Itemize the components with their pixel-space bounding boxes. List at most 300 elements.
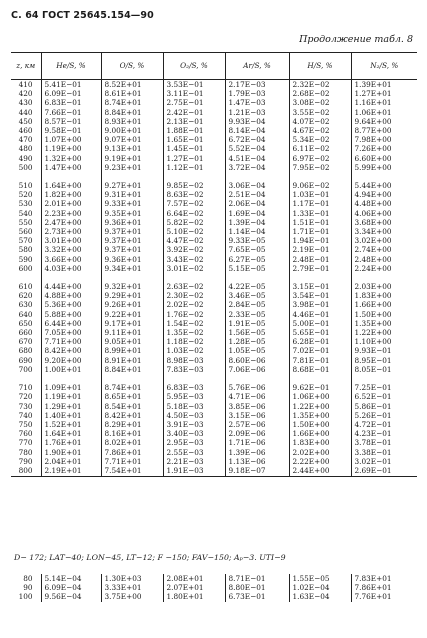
model-parameters: D− 172; LAT−40; LON−45, LT−12; F −150; FAV−150; Aₚ−3. UTI−9 xyxy=(14,553,286,562)
value-cell: 7.02E−01 xyxy=(289,346,351,355)
value-cell: 7.81E−01 xyxy=(289,356,351,365)
value-cell: 5.76E−06 xyxy=(225,383,289,392)
table-row xyxy=(11,457,417,466)
value-cell: 9.64E+00 xyxy=(351,117,417,126)
value-cell: 8.42E+01 xyxy=(101,411,163,420)
value-cell: 1.79E−03 xyxy=(225,89,289,98)
table-row xyxy=(11,592,417,601)
value-cell: 6.64E−02 xyxy=(163,209,225,218)
value-cell: 2.08E+01 xyxy=(163,574,225,583)
value-cell: 1.64E+00 xyxy=(41,181,101,190)
table-row xyxy=(11,255,417,264)
value-cell xyxy=(225,273,289,282)
value-cell: 7.71E+00 xyxy=(41,337,101,346)
value-cell: 3.15E−01 xyxy=(289,282,351,291)
table-row xyxy=(11,300,417,309)
value-cell: 3.01E−02 xyxy=(163,264,225,273)
value-cell: 1.03E−01 xyxy=(289,190,351,199)
table-row xyxy=(11,337,417,346)
value-cell: 6.97E−02 xyxy=(289,154,351,163)
altitude-cell xyxy=(11,475,41,477)
table-row xyxy=(11,365,417,374)
value-cell: 3.91E−03 xyxy=(163,420,225,429)
altitude-cell: 790 xyxy=(18,456,33,466)
value-cell: 1.88E−01 xyxy=(163,126,225,135)
table-row xyxy=(11,374,417,383)
value-cell xyxy=(163,475,225,477)
value-cell: 1.50E+00 xyxy=(351,310,417,319)
value-cell: 6.27E−05 xyxy=(225,255,289,264)
table-row xyxy=(11,163,417,172)
value-cell: 6.60E+00 xyxy=(351,154,417,163)
value-cell: 1.06E+00 xyxy=(289,392,351,401)
table-row xyxy=(11,310,417,319)
value-cell: 7.66E−01 xyxy=(41,108,101,117)
value-cell: 9.36E+01 xyxy=(101,218,163,227)
value-cell: 1.54E−02 xyxy=(163,319,225,328)
value-cell: 3.68E+00 xyxy=(351,218,417,227)
value-cell: 2.21E−03 xyxy=(163,457,225,466)
altitude-cell: 450 xyxy=(18,116,33,126)
value-cell xyxy=(351,172,417,181)
value-cell: 2.63E−02 xyxy=(163,282,225,291)
altitude-cell: 750 xyxy=(18,419,33,429)
table-row xyxy=(11,126,417,135)
value-cell: 3.78E−01 xyxy=(351,438,417,447)
value-cell: 5.14E−04 xyxy=(41,574,101,583)
value-cell xyxy=(101,172,163,181)
value-cell xyxy=(101,273,163,282)
value-cell: 9.19E+01 xyxy=(101,154,163,163)
value-cell xyxy=(163,374,225,383)
value-cell: 1.27E+01 xyxy=(351,89,417,98)
column-header: z, км xyxy=(11,53,41,80)
value-cell: 9.27E+01 xyxy=(101,181,163,190)
value-cell: 1.28E−05 xyxy=(225,337,289,346)
value-cell: 9.33E−05 xyxy=(225,236,289,245)
value-cell: 4.51E−04 xyxy=(225,154,289,163)
value-cell: 4.06E+00 xyxy=(351,209,417,218)
value-cell: 2.22E+00 xyxy=(289,457,351,466)
table-row xyxy=(11,574,417,583)
value-cell: 8.84E+01 xyxy=(101,108,163,117)
value-cell xyxy=(163,172,225,181)
value-cell: 3.55E−02 xyxy=(289,108,351,117)
value-cell: 2.19E−01 xyxy=(289,245,351,254)
value-cell: 4.72E−01 xyxy=(351,420,417,429)
value-cell: 3.34E+00 xyxy=(351,227,417,236)
altitude-cell: 630 xyxy=(18,300,33,310)
value-cell: 8.52E+01 xyxy=(101,80,163,90)
table-row xyxy=(11,466,417,475)
value-cell: 1.47E−03 xyxy=(225,98,289,107)
value-cell: 4.03E+00 xyxy=(41,264,101,273)
value-cell: 9.93E−04 xyxy=(225,117,289,126)
value-cell: 1.83E+00 xyxy=(289,438,351,447)
value-cell xyxy=(351,374,417,383)
value-cell: 1.16E+01 xyxy=(351,98,417,107)
altitude-cell: 550 xyxy=(18,217,33,227)
value-cell: 1.02E−04 xyxy=(289,583,351,592)
table-row xyxy=(11,172,417,181)
value-cell xyxy=(351,475,417,477)
column-header: Ar/S, % xyxy=(225,53,289,80)
value-cell: 9.17E+01 xyxy=(101,319,163,328)
value-cell: 3.85E−06 xyxy=(225,402,289,411)
value-cell: 3.02E−01 xyxy=(351,457,417,466)
value-cell: 2.75E−01 xyxy=(163,98,225,107)
value-cell: 8.99E+01 xyxy=(101,346,163,355)
value-cell: 1.35E+00 xyxy=(289,411,351,420)
value-cell: 2.73E+00 xyxy=(41,227,101,236)
value-cell: 5.34E−02 xyxy=(289,135,351,144)
value-cell: 9.37E+01 xyxy=(101,245,163,254)
altitude-cell: 420 xyxy=(18,89,33,99)
value-cell: 5.36E+00 xyxy=(41,300,101,309)
value-cell: 9.31E+01 xyxy=(101,190,163,199)
value-cell: 4.50E−03 xyxy=(163,411,225,420)
value-cell xyxy=(41,273,101,282)
table-header-row xyxy=(11,53,417,80)
value-cell: 1.35E−02 xyxy=(163,328,225,337)
value-cell: 8.54E+01 xyxy=(101,402,163,411)
value-cell: 7.71E+01 xyxy=(101,457,163,466)
value-cell: 5.52E−04 xyxy=(225,144,289,153)
value-cell xyxy=(101,374,163,383)
value-cell xyxy=(351,273,417,282)
altitude-cell: 440 xyxy=(18,107,33,117)
altitude-cell: 100 xyxy=(18,592,33,602)
value-cell: 1.66E+00 xyxy=(351,300,417,309)
value-cell: 8.93E+01 xyxy=(101,117,163,126)
altitude-cell: 430 xyxy=(18,98,33,108)
column-header: N₂/S, % xyxy=(351,53,417,80)
value-cell: 3.01E+00 xyxy=(41,236,101,245)
value-cell xyxy=(225,475,289,477)
value-cell: 2.57E−06 xyxy=(225,420,289,429)
value-cell: 1.07E+00 xyxy=(41,135,101,144)
altitude-cell: 720 xyxy=(18,392,33,402)
value-cell: 9.32E+01 xyxy=(101,282,163,291)
altitude-cell: 660 xyxy=(18,328,33,338)
table-row xyxy=(11,135,417,144)
value-cell: 8.57E−01 xyxy=(41,117,101,126)
value-cell: 1.56E−05 xyxy=(225,328,289,337)
value-cell: 4.71E−06 xyxy=(225,392,289,401)
table-row xyxy=(11,218,417,227)
value-cell xyxy=(289,475,351,477)
altitude-cell: 670 xyxy=(18,337,33,347)
value-cell: 9.85E−02 xyxy=(163,181,225,190)
table-row xyxy=(11,108,417,117)
value-cell: 8.74E+01 xyxy=(101,98,163,107)
altitude-cell: 570 xyxy=(18,236,33,246)
value-cell: 2.17E−03 xyxy=(225,80,289,90)
value-cell xyxy=(289,273,351,282)
altitude-cell: 610 xyxy=(18,282,33,292)
value-cell: 1.05E−05 xyxy=(225,346,289,355)
value-cell: 7.76E+01 xyxy=(351,592,417,601)
value-cell: 1.51E−01 xyxy=(289,218,351,227)
value-cell: 6.09E−01 xyxy=(41,89,101,98)
value-cell: 6.09E−04 xyxy=(41,583,101,592)
value-cell: 1.71E−01 xyxy=(289,227,351,236)
table-row xyxy=(11,199,417,208)
value-cell: 7.05E+00 xyxy=(41,328,101,337)
value-cell: 1.33E−01 xyxy=(289,209,351,218)
value-cell: 5.00E−01 xyxy=(289,319,351,328)
altitude-cell: 560 xyxy=(18,227,33,237)
table-row xyxy=(11,273,417,282)
value-cell: 1.80E+01 xyxy=(163,592,225,601)
value-cell: 4.44E+00 xyxy=(41,282,101,291)
value-cell: 1.17E−01 xyxy=(289,199,351,208)
value-cell: 1.66E+00 xyxy=(289,429,351,438)
altitude-cell: 740 xyxy=(18,410,33,420)
value-cell: 4.47E−02 xyxy=(163,236,225,245)
value-cell: 1.65E−01 xyxy=(163,135,225,144)
value-cell: 1.52E+01 xyxy=(41,420,101,429)
altitude-cell: 730 xyxy=(18,401,33,411)
value-cell: 6.11E−02 xyxy=(289,144,351,153)
value-cell: 7.57E−02 xyxy=(163,199,225,208)
value-cell: 2.68E−02 xyxy=(289,89,351,98)
data-table xyxy=(11,52,417,477)
value-cell: 3.15E−06 xyxy=(225,411,289,420)
altitude-cell: 590 xyxy=(18,254,33,264)
value-cell: 2.09E−06 xyxy=(225,429,289,438)
value-cell: 9.06E−02 xyxy=(289,181,351,190)
value-cell: 1.45E−01 xyxy=(163,144,225,153)
value-cell: 1.91E−03 xyxy=(163,466,225,475)
table-row xyxy=(11,583,417,592)
value-cell: 6.72E−04 xyxy=(225,135,289,144)
value-cell: 2.48E−01 xyxy=(289,255,351,264)
column-header: Hе/S, % xyxy=(41,53,101,80)
value-cell: 8.16E+01 xyxy=(101,429,163,438)
value-cell: 7.83E−03 xyxy=(163,365,225,374)
table-row xyxy=(11,448,417,457)
value-cell: 6.83E−03 xyxy=(163,383,225,392)
value-cell xyxy=(41,172,101,181)
altitude-cell: 620 xyxy=(18,291,33,301)
altitude-cell: 770 xyxy=(18,438,33,448)
altitude-cell: 680 xyxy=(18,346,33,356)
value-cell: 6.28E−01 xyxy=(289,337,351,346)
table-row xyxy=(11,346,417,355)
value-cell: 8.05E−01 xyxy=(351,365,417,374)
value-cell: 9.62E−01 xyxy=(289,383,351,392)
table-row xyxy=(11,438,417,447)
value-cell: 1.10E+00 xyxy=(351,337,417,346)
value-cell: 3.11E−01 xyxy=(163,89,225,98)
value-cell: 9.11E+01 xyxy=(101,328,163,337)
value-cell: 7.95E−02 xyxy=(289,163,351,172)
value-cell: 1.47E+00 xyxy=(41,163,101,172)
value-cell: 2.74E+00 xyxy=(351,245,417,254)
value-cell: 8.68E−01 xyxy=(289,365,351,374)
altitude-cell: 540 xyxy=(18,208,33,218)
value-cell xyxy=(289,172,351,181)
value-cell: 3.75E+00 xyxy=(101,592,163,601)
value-cell: 2.84E−05 xyxy=(225,300,289,309)
value-cell: 7.65E−05 xyxy=(225,245,289,254)
value-cell: 1.06E+01 xyxy=(351,108,417,117)
value-cell: 2.55E−03 xyxy=(163,448,225,457)
value-cell: 4.88E+00 xyxy=(41,291,101,300)
table-row xyxy=(11,154,417,163)
altitude-cell xyxy=(11,172,41,181)
value-cell: 9.18E−07 xyxy=(225,466,289,475)
value-cell: 8.61E+01 xyxy=(101,89,163,98)
value-cell: 2.51E−04 xyxy=(225,190,289,199)
value-cell: 8.95E−01 xyxy=(351,356,417,365)
value-cell xyxy=(225,172,289,181)
value-cell: 1.19E+00 xyxy=(41,144,101,153)
value-cell: 9.37E+01 xyxy=(101,227,163,236)
altitude-cell: 800 xyxy=(18,465,33,475)
altitude-cell: 410 xyxy=(18,80,33,89)
value-cell: 2.03E+00 xyxy=(351,282,417,291)
value-cell: 1.82E+00 xyxy=(41,190,101,199)
value-cell: 6.83E−01 xyxy=(41,98,101,107)
value-cell: 1.69E−04 xyxy=(225,209,289,218)
value-cell: 5.65E−01 xyxy=(289,328,351,337)
value-cell: 3.33E+01 xyxy=(101,583,163,592)
value-cell: 1.55E−05 xyxy=(289,574,351,583)
value-cell: 2.47E+00 xyxy=(41,218,101,227)
table-row xyxy=(11,117,417,126)
value-cell: 1.29E+01 xyxy=(41,402,101,411)
altitude-cell xyxy=(11,374,41,383)
table-row xyxy=(11,420,417,429)
value-cell: 5.10E−02 xyxy=(163,227,225,236)
data-table-continued xyxy=(11,574,417,602)
value-cell: 1.90E+01 xyxy=(41,448,101,457)
table-row xyxy=(11,144,417,153)
value-cell: 3.53E−01 xyxy=(163,80,225,90)
altitude-cell: 600 xyxy=(18,263,33,273)
altitude-cell: 490 xyxy=(18,153,33,163)
table-row xyxy=(11,181,417,190)
value-cell: 1.50E+00 xyxy=(289,420,351,429)
table-row xyxy=(11,282,417,291)
value-cell: 9.00E+01 xyxy=(101,126,163,135)
value-cell: 2.19E+01 xyxy=(41,466,101,475)
value-cell: 1.12E−01 xyxy=(163,163,225,172)
value-cell: 2.32E−02 xyxy=(289,80,351,90)
value-cell: 4.94E+00 xyxy=(351,190,417,199)
altitude-cell: 760 xyxy=(18,429,33,439)
value-cell: 1.91E−05 xyxy=(225,319,289,328)
value-cell: 1.83E+00 xyxy=(351,291,417,300)
value-cell: 5.86E−01 xyxy=(351,402,417,411)
value-cell: 8.63E−02 xyxy=(163,190,225,199)
value-cell: 5.99E+00 xyxy=(351,163,417,172)
value-cell: 4.67E−02 xyxy=(289,126,351,135)
value-cell: 3.08E−02 xyxy=(289,98,351,107)
value-cell: 2.23E+00 xyxy=(41,209,101,218)
column-header: O₂/S, % xyxy=(163,53,225,80)
altitude-cell: 530 xyxy=(18,199,33,209)
value-cell: 8.14E−04 xyxy=(225,126,289,135)
value-cell: 1.22E+00 xyxy=(289,402,351,411)
value-cell: 9.05E+01 xyxy=(101,337,163,346)
value-cell: 4.23E−01 xyxy=(351,429,417,438)
value-cell: 4.48E+00 xyxy=(351,199,417,208)
altitude-cell: 640 xyxy=(18,309,33,319)
value-cell: 5.26E−01 xyxy=(351,411,417,420)
value-cell: 7.86E+01 xyxy=(351,583,417,592)
value-cell: 6.44E+00 xyxy=(41,319,101,328)
value-cell: 1.39E−04 xyxy=(225,218,289,227)
altitude-cell: 460 xyxy=(18,126,33,136)
value-cell: 5.82E−02 xyxy=(163,218,225,227)
value-cell: 1.63E−04 xyxy=(289,592,351,601)
table-continuation-note: Продолжение табл. 8 xyxy=(299,34,413,45)
table-row xyxy=(11,319,417,328)
value-cell: 5.95E−03 xyxy=(163,392,225,401)
value-cell: 2.69E−01 xyxy=(351,466,417,475)
value-cell: 1.18E−02 xyxy=(163,337,225,346)
value-cell: 7.26E+00 xyxy=(351,144,417,153)
table-row xyxy=(11,245,417,254)
table-row xyxy=(11,429,417,438)
value-cell: 1.14E−04 xyxy=(225,227,289,236)
value-cell: 1.94E−01 xyxy=(289,236,351,245)
value-cell: 5.44E+00 xyxy=(351,181,417,190)
value-cell: 8.91E+01 xyxy=(101,356,163,365)
table-row xyxy=(11,475,417,477)
altitude-cell xyxy=(11,273,41,282)
value-cell: 4.46E−01 xyxy=(289,310,351,319)
altitude-cell: 80 xyxy=(23,574,33,583)
value-cell: 9.07E+01 xyxy=(101,135,163,144)
value-cell: 2.95E−03 xyxy=(163,438,225,447)
value-cell: 2.42E−01 xyxy=(163,108,225,117)
value-cell: 3.54E−01 xyxy=(289,291,351,300)
table-row xyxy=(11,98,417,107)
table-row xyxy=(11,411,417,420)
value-cell: 6.73E−01 xyxy=(225,592,289,601)
value-cell: 1.27E−01 xyxy=(163,154,225,163)
value-cell: 1.22E+00 xyxy=(351,328,417,337)
value-cell: 9.29E+01 xyxy=(101,291,163,300)
value-cell: 8.98E−03 xyxy=(163,356,225,365)
value-cell: 1.64E+01 xyxy=(41,429,101,438)
value-cell: 2.48E+00 xyxy=(351,255,417,264)
value-cell: 5.18E−03 xyxy=(163,402,225,411)
table-row xyxy=(11,392,417,401)
value-cell: 5.88E+00 xyxy=(41,310,101,319)
table-row xyxy=(11,383,417,392)
value-cell: 3.02E+00 xyxy=(351,236,417,245)
value-cell: 8.29E+01 xyxy=(101,420,163,429)
value-cell: 1.40E+01 xyxy=(41,411,101,420)
value-cell: 5.41E−01 xyxy=(41,80,101,90)
value-cell: 9.56E−04 xyxy=(41,592,101,601)
value-cell: 8.80E−01 xyxy=(225,583,289,592)
value-cell: 1.13E−06 xyxy=(225,457,289,466)
value-cell: 9.58E−01 xyxy=(41,126,101,135)
value-cell: 1.00E+01 xyxy=(41,365,101,374)
altitude-cell: 470 xyxy=(18,135,33,145)
value-cell: 3.43E−02 xyxy=(163,255,225,264)
altitude-cell: 710 xyxy=(18,383,33,393)
value-cell: 7.83E+01 xyxy=(351,574,417,583)
table-row xyxy=(11,89,417,98)
table-row xyxy=(11,190,417,199)
